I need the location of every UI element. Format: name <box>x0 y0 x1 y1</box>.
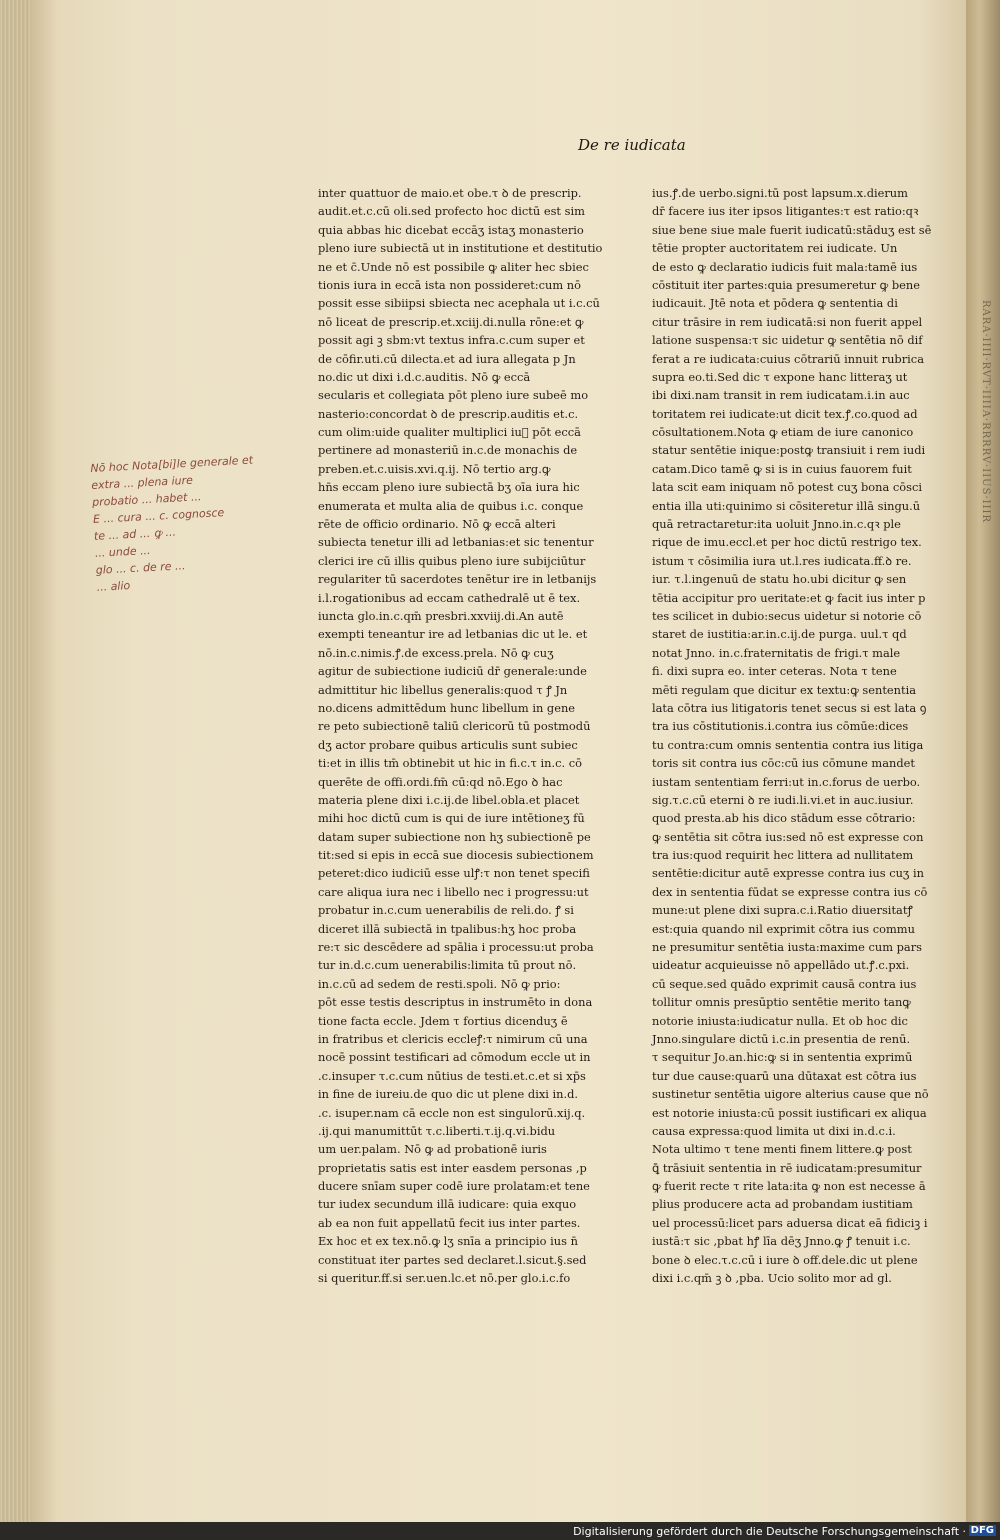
text-line: latione suspensa:τ sic uidetur ꝙ sentētia nō dif <box>652 333 923 348</box>
text-line: tione facta eccle. Jdem τ fortius dicenduʒ ē <box>318 1013 568 1028</box>
page-stack-left <box>0 0 30 1522</box>
text-line: mēti regulam que dicitur ex textu:ꝙ sententia <box>652 682 917 697</box>
text-line: ne presumitur sentētia iusta:maxime cum pars <box>652 940 923 955</box>
text-line: bone ꝺ elec.τ.c.cū i iure ꝺ off.dele.dic ut plene <box>652 1252 918 1267</box>
text-line: toritatem rei iudicate:ut dicit tex.ꝭ.co.quod ad <box>652 406 918 421</box>
text-line: ti:et in illis tm̄ obtinebit ut hic in fi.c.τ in.c. cō <box>318 756 582 771</box>
text-line: uel processū:licet pars aduersa dicat eā fidiciꝫ i <box>652 1215 928 1230</box>
text-line: subiecta tenetur illi ad letbanias:et sic tenentur <box>318 535 594 550</box>
text-line: .ij.qui manumittūt τ.c.liberti.τ.ij.q.vi.bidu <box>318 1123 556 1138</box>
text-line: preben.et.c.uisis.xvi.q.ij. Nō tertio arg.ꝙ <box>318 461 551 476</box>
running-head: De re iudicata <box>578 136 686 154</box>
text-line: lata scit eam iniquam nō potest cuʒ bona cōsci <box>652 480 922 495</box>
text-line: ꝗ̄ trāsiuit sententia in rē iudicatam:presumitur <box>652 1160 922 1175</box>
text-line: ducere snīam super codē iure prolatam:et tene <box>318 1179 590 1194</box>
text-line: de esto ꝙ declaratio iudicis fuit mala:tamē ius <box>652 259 918 274</box>
text-line: notorie iniusta:iudicatur nulla. Et ob hoc dic <box>652 1013 908 1028</box>
text-line: tur in.d.c.cum uenerabilis:limita tū prout nō. <box>318 958 577 973</box>
text-line: istum τ cōsimilia iura ut.l.res iudicata.ff.ꝺ re. <box>652 553 912 568</box>
text-line: tur iudex secundum illā iudicare: quia exquo <box>318 1197 577 1212</box>
text-line: um uer.palam. Nō ꝙ ad probationē iuris <box>318 1142 547 1157</box>
annotation-line: extra ... plena iure <box>90 473 194 492</box>
text-line: .c.insuper τ.c.cum nūtius de testi.et.c.et si xp̄s <box>318 1068 586 1083</box>
text-line: quā retractaretur:ita uoluit Jnno.in.c.qꝛ ple <box>652 517 901 532</box>
text-line: ꝙ fuerit recte τ rite lata:ita ꝙ non est necesse ā <box>652 1179 926 1194</box>
annotation-line: E ... cura ... c. cognosce <box>92 506 225 526</box>
text-line: hn̄s eccam pleno iure subiectā bʒ oīa iura hic <box>318 480 580 495</box>
text-line: tētie propter auctoritatem rei iudicate. Un <box>652 241 898 256</box>
text-line: tollitur omnis presūptio sentētie merito tanꝙ <box>652 995 911 1010</box>
text-line: lata cōtra ius litigatoris tenet secus si est lata ꝯ <box>652 700 927 715</box>
text-line: quia abbas hic dicebat eccāʒ istaʒ monasterio <box>318 222 584 237</box>
text-line: est notorie iniusta:cū possit iustificari ex aliqua <box>652 1105 927 1120</box>
text-line: tētia accipitur pro ueritate:et ꝙ facit ius inter p <box>652 590 926 605</box>
text-line: entia illa uti:quinimo si cōsiteretur illā singu.ū <box>652 498 921 513</box>
text-line: fi. dixi supra eo. inter ceteras. Nota τ tene <box>652 664 897 679</box>
text-line: iudicauit. Jtē nota et pōdera ꝙ sententia di <box>652 296 898 311</box>
text-line: quod presta.ab his dico stādum esse cōtrario: <box>652 811 916 826</box>
text-line: sig.τ.c.cū eterni ꝺ re iudi.li.vi.et in auc.iusiur. <box>652 792 914 807</box>
text-line: Nota ultimo τ tene menti finem littere.ꝙ post <box>652 1142 912 1157</box>
text-column-left <box>318 184 603 1287</box>
text-line: tra ius:quod requirit hec littera ad nullitatem <box>652 848 914 863</box>
text-line: tu contra:cum omnis sententia contra ius litiga <box>652 737 924 752</box>
text-line: clerici ire cū illis quibus pleno iure subijciūtur <box>318 553 586 568</box>
text-line: toris sit contra ius cōc:cū ius cōmune mandet <box>652 756 915 771</box>
text-line: ferat a re iudicata:cuius cōtrariū innuit rubrica <box>652 351 924 366</box>
annotation-line: te ... ad ... ꝙ ... <box>93 525 177 543</box>
annotation-line: ... unde ... <box>94 543 151 560</box>
text-line: ibi dixi.nam transit in rem iudicatam.i.in auc <box>652 388 910 403</box>
text-line: supra eo.ti.Sed dic τ expone hanc litteraʒ ut <box>652 369 908 384</box>
text-line: uideatur acquieuisse nō appellādo ut.ꝭ.c.pxi. <box>652 958 910 973</box>
text-line: mune:ut plene dixi supra.c.i.Ratio diuersitatꝭ <box>652 903 913 918</box>
text-line: cōsultationem.Nota ꝙ etiam de iure canonico <box>652 425 914 440</box>
text-line: nasterio:concordat ꝺ de prescrip.auditis et.c. <box>318 406 579 421</box>
text-line: secularis et collegiata pōt pleno iure subeē mo <box>318 388 589 403</box>
text-line: τ sequitur Jo.an.hic:ꝙ si in sententia exprimū <box>652 1050 913 1065</box>
text-line: inter quattuor de maio.et obe.τ ꝺ de prescrip. <box>318 186 582 200</box>
text-line: dr̄ facere ius iter ipsos litigantes:τ est ratio:qꝛ <box>652 204 919 219</box>
annotation-line: glo ... c. de re ... <box>95 559 186 577</box>
next-page-edge-text: RARA·IIII·RVT·IIIIA·RRRRV·IIUS·IIIR <box>980 300 991 524</box>
text-line: tit:sed si epis in eccā sue diocesis subiectionem <box>318 848 594 863</box>
text-line: Ex hoc et ex tex.nō.ꝙ lʒ snīa a principio ius n̄ <box>318 1234 578 1249</box>
text-line: in fratribus et clericis eccleꝭ:τ nimirum cū una <box>318 1031 588 1046</box>
text-line: ꝙ sentētia sit cōtra ius:sed nō est expresse con <box>652 829 924 844</box>
text-line: regulariter tū sacerdotes tenētur ire in letbanijs <box>318 572 597 587</box>
text-line: rique de imu.eccl.et per hoc dictū restrigo tex. <box>652 535 922 550</box>
marginal-annotation <box>90 450 287 596</box>
text-line: iustā:τ sic ,pbat hꝭ līa dēʒ Jnno.ꝙ ꝭ tenuit i.c. <box>652 1234 911 1249</box>
text-line: tionis iura in eccā ista non possideret:cum nō <box>318 277 581 292</box>
text-line: pertinere ad monasteriū in.c.de monachis de <box>318 443 578 458</box>
text-line: datam super subiectione non hʒ subiectionē pe <box>318 829 591 844</box>
text-line: catam.Dico tamē ꝙ si is in cuius fauorem fuit <box>652 461 912 476</box>
text-line: dex in sententia fūdat se expresse contra ius cō <box>652 884 928 899</box>
text-line: de cōfir.uti.cū dilecta.et ad iura allegata p Jn <box>318 351 576 366</box>
text-line: admittitur hic libellus generalis:quod τ ꝭ Jn <box>318 682 568 697</box>
text-line: sustinetur sentētia uigore alterius cause que nō <box>652 1087 929 1102</box>
text-line: iustam sententiam ferri:ut in.c.forus de uerbo. <box>652 774 921 789</box>
text-line: exempti teneantur ire ad letbanias dic ut le. et <box>318 627 588 642</box>
text-line: notat Jnno. in.c.fraternitatis de frigi.τ male <box>652 645 901 660</box>
text-line: .c. isuper.nam cā eccle non est singulorū.xij.q. <box>318 1105 586 1120</box>
text-line: materia plene dixi i.c.ij.de libel.obla.et placet <box>318 792 580 807</box>
annotation-line: probatio ... habet ... <box>91 490 202 509</box>
dfg-logo: DFG <box>970 1525 994 1536</box>
text-line: nō liceat de prescrip.et.xciij.di.nulla rōne:et ꝙ <box>318 314 584 329</box>
text-line: constituat iter partes sed declaret.l.sicut.§.sed <box>318 1252 587 1267</box>
text-line: causa expressa:quod limita ut dixi in.d.c.i. <box>652 1123 896 1138</box>
text-column-right <box>652 184 932 1287</box>
text-line: rēte de officio ordinario. Nō ꝙ eccā alteri <box>318 517 556 532</box>
text-line: staret de iustitia:ar.in.c.ij.de purga. uul.τ qd <box>652 627 907 642</box>
text-line: statur sentētie inique:postꝙ transiuit i rem iudi <box>652 443 926 458</box>
text-line: no.dic ut dixi i.d.c.auditis. Nō ꝙ eccā <box>318 369 531 384</box>
text-line: in fine de iureiu.de quo dic ut plene dixi in.d. <box>318 1087 579 1102</box>
text-line: re peto subiectionē taliū clericorū tū postmodū <box>318 719 591 734</box>
text-line: tur due cause:quarū una dūtaxat est cōtra ius <box>652 1068 917 1083</box>
text-line: cū seque.sed quādo exprimit causā contra ius <box>652 976 917 991</box>
annotation-line: Nō hoc Nota[bi]le generale et <box>90 453 254 475</box>
text-line: re:τ sic descēdere ad spālia i processu:ut proba <box>318 940 594 955</box>
text-line: ab ea non fuit appellatū fecit ius inter partes. <box>318 1215 581 1230</box>
text-line: dixi i.c.qm̄ ꝫ ꝺ ,pba. Ucio solito mor ad gl. <box>652 1271 892 1286</box>
text-line: pōt esse testis descriptus in instrumēto in dona <box>318 995 593 1010</box>
text-line: iur. τ.l.ingenuū de statu ho.ubi dicitur ꝙ sen <box>652 572 907 587</box>
text-line: nō.in.c.nimis.ꝭ.de excess.prela. Nō ꝙ cuʒ <box>318 645 554 660</box>
text-line: no.dicens admittēdum hunc libellum in gene <box>318 700 576 715</box>
text-line: tes scilicet in dubio:secus uidetur si notorie cō <box>652 608 922 623</box>
text-line: est:quia quando nil exprimit cōtra ius commu <box>652 921 915 936</box>
text-line: enumerata et multa alia de quibus i.c. conque <box>318 498 584 513</box>
text-line: Jnno.singulare dictū i.c.in presentia de renū. <box>652 1031 911 1046</box>
footer-credit: Digitalisierung gefördert durch die Deutsche Forschungsgemeinschaft · <box>573 1525 966 1538</box>
text-line: ius.ꝭ.de uerbo.signi.tū post lapsum.x.dierum <box>652 186 908 200</box>
text-line: si queritur.ff.si ser.uen.lc.et nō.per glo.i.c.fo <box>318 1271 571 1286</box>
text-line: i.l.rogationibus ad eccam cathedralē ut ē tex. <box>318 590 581 605</box>
text-line: plius producere acta ad probandam iustitiam <box>652 1197 913 1212</box>
annotation-line: ... alio <box>96 579 131 594</box>
text-line: citur trāsire in rem iudicatā:si non fuerit appel <box>652 314 923 329</box>
text-line: tra ius cōstitutionis.i.contra ius cōmūe:dices <box>652 719 909 734</box>
text-line: nocē possint testificari ad cōmodum eccle ut in <box>318 1050 591 1065</box>
text-line: querēte de offi.ordi.fm̄ cū:qd nō.Ego ꝺ hac <box>318 774 563 789</box>
text-line: sentētie:dicitur autē expresse contra ius cuʒ in <box>652 866 924 881</box>
text-line: siue bene siue male fuerit iudicatū:stāduʒ est sē <box>652 222 932 237</box>
text-line: peteret:dico iudiciū esse ulꝭ:τ non tenet specifi <box>318 866 590 881</box>
text-line: dʒ actor probare quibus articulis sunt subiec <box>318 737 578 752</box>
text-line: diceret illā subiectā in tpalibus:hʒ hoc proba <box>318 921 577 936</box>
text-line: iuncta glo.in.c.qm̄ presbri.xxviij.di.An autē <box>318 608 564 623</box>
text-line: ne et c̄.Unde nō est possibile ꝙ aliter hec sbiec <box>318 259 589 274</box>
text-line: possit agi ꝫ sbm:vt textus infra.c.cum super et <box>318 333 585 348</box>
text-line: probatur in.c.cum uenerabilis de reli.do. ꝭ si <box>318 903 574 918</box>
text-line: possit esse sibiipsi sbiecta nec acephala ut i.c.cū <box>318 296 600 311</box>
text-line: cōstituit iter partes:quia presumeretur ꝙ bene <box>652 277 920 292</box>
text-line: agitur de subiectione iudiciū dr̄ generale:unde <box>318 664 587 679</box>
text-line: mihi hoc dictū cum is qui de iure intētioneʒ fū <box>318 811 585 826</box>
text-line: care aliqua iura nec i libello nec i progressu:ut <box>318 884 589 899</box>
text-line: proprietatis satis est inter easdem personas ,p <box>318 1160 587 1175</box>
text-line: audit.et.c.cū oli.sed profecto hoc dictū est sim <box>318 204 585 219</box>
text-line: in.c.cū ad sedem de resti.spoli. Nō ꝙ prio: <box>318 976 561 991</box>
text-line: pleno iure subiectā ut in institutione et destitutio <box>318 241 603 256</box>
text-line: cum olim:uide qualiter multiplici iuᷓ pōt eccā <box>318 425 581 440</box>
